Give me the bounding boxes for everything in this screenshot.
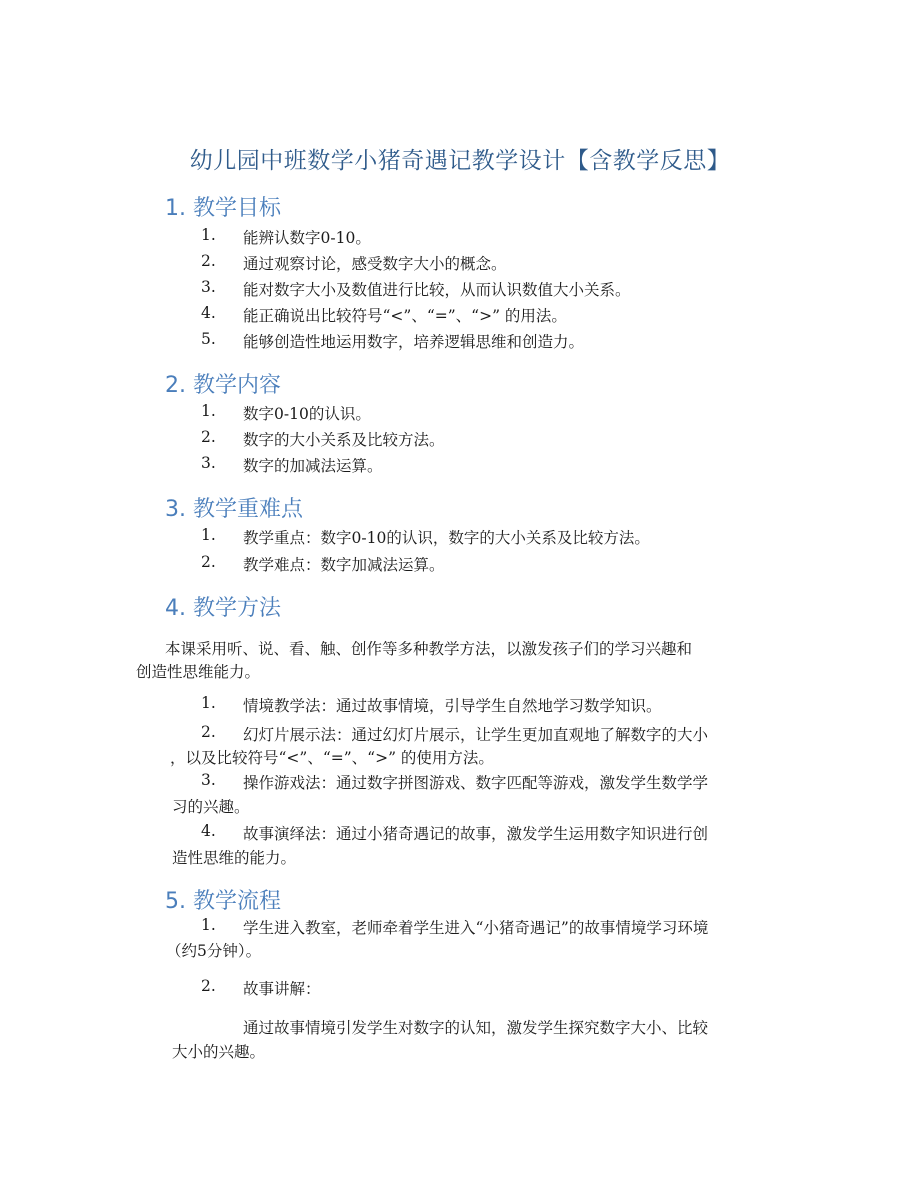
list-item-text: 学生进入教室，老师牵着学生进入“小猪奇遇记”的故事情境学习环境 — [243, 919, 709, 937]
list-item-number: 2. — [201, 977, 216, 995]
list-item-text: 故事演绎法：通过小猪奇遇记的故事，激发学生运用数字知识进行创 — [243, 825, 709, 843]
paragraph-line: 大小的兴趣。 — [172, 1043, 266, 1061]
list-item-text: 教学重点：数字0-10的认识，数字的大小关系及比较方法。 — [243, 529, 650, 547]
document-title: 幼儿园中班数学小猪奇遇记教学设计【含教学反思】 — [189, 148, 731, 174]
list-item-text: 能正确说出比较符号“<”、“=”、“>” 的用法。 — [243, 307, 567, 325]
list-item-number: 2. — [201, 252, 216, 270]
paragraph-line: 通过故事情境引发学生对数字的认知，激发学生探究数字大小、比较 — [243, 1019, 709, 1037]
list-item-text: 数字0-10的认识。 — [243, 405, 371, 423]
section-heading-content: 2. 教学内容 — [165, 373, 281, 398]
list-item-number: 3. — [201, 454, 216, 472]
paragraph-line: 本课采用听、说、看、触、创作等多种教学方法，以激发孩子们的学习兴趣和 — [165, 640, 693, 658]
list-item-text: 能够创造性地运用数字，培养逻辑思维和创造力。 — [243, 333, 585, 351]
list-item-number: 2. — [201, 428, 216, 446]
list-item-text: 教学难点：数字加减法运算。 — [243, 556, 445, 574]
list-item-number: 5. — [201, 330, 216, 348]
list-item-number: 1. — [201, 916, 216, 934]
list-item-number: 3. — [201, 771, 216, 789]
list-item-number: 3. — [201, 278, 216, 296]
section-heading-key-points: 3. 教学重难点 — [165, 497, 303, 522]
list-item-text: 情境教学法：通过故事情境，引导学生自然地学习数学知识。 — [243, 697, 662, 715]
list-item-text: 幻灯片展示法：通过幻灯片展示，让学生更加直观地了解数字的大小 — [243, 726, 709, 744]
list-item-number: 1. — [201, 694, 216, 712]
list-item-number: 2. — [201, 723, 216, 741]
list-item-number: 2. — [201, 553, 216, 571]
list-item-text: 操作游戏法：通过数字拼图游戏、数字匹配等游戏，激发学生数学学 — [243, 774, 709, 792]
section-heading-methods: 4. 教学方法 — [165, 596, 281, 621]
section-heading-process: 5. 教学流程 — [165, 889, 281, 914]
list-item-continuation: 习的兴趣。 — [172, 798, 250, 816]
list-item-continuation: 造性思维的能力。 — [172, 849, 297, 867]
list-item-text: 能辨认数字0-10。 — [243, 229, 371, 247]
list-item-continuation: （约5分钟）。 — [166, 942, 262, 960]
list-item-number: 4. — [201, 822, 216, 840]
section-heading-objectives: 1. 教学目标 — [165, 196, 281, 221]
list-item-text: 能对数字大小及数值进行比较，从而认识数值大小关系。 — [243, 281, 631, 299]
list-item-text: 故事讲解： — [243, 980, 321, 998]
list-item-continuation: ，以及比较符号“<”、“=”、“>” 的使用方法。 — [170, 749, 494, 767]
paragraph-line: 创造性思维能力。 — [136, 663, 261, 681]
list-item-text: 数字的大小关系及比较方法。 — [243, 431, 445, 449]
list-item-number: 1. — [201, 226, 216, 244]
list-item-text: 数字的加减法运算。 — [243, 457, 383, 475]
list-item-number: 1. — [201, 526, 216, 544]
list-item-number: 4. — [201, 304, 216, 322]
list-item-text: 通过观察讨论，感受数字大小的概念。 — [243, 255, 507, 273]
list-item-number: 1. — [201, 402, 216, 420]
